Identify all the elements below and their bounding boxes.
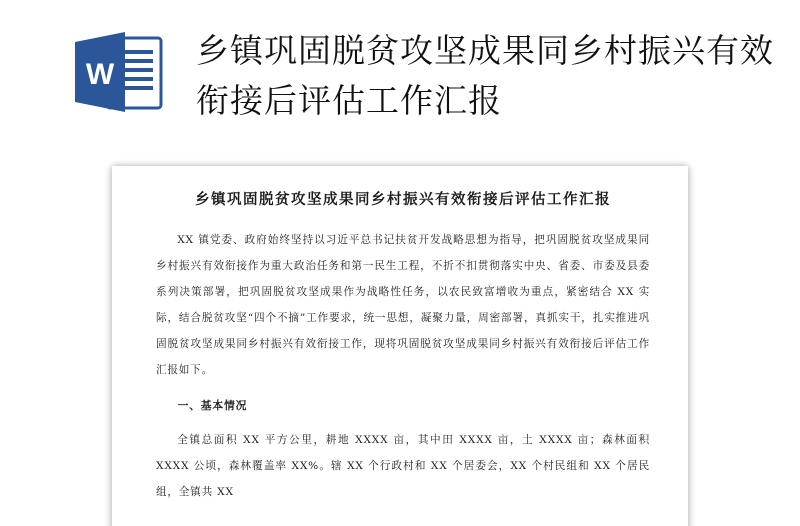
document-page (112, 166, 688, 526)
document-paragraph: XX 镇党委、政府始终坚持以习近平总书记扶贫开发战略思想为指导，把巩固脱贫攻坚成果同乡村振兴有效衔接作为重大政治任务和第一民生工程，不折不扣贯彻落实中央、省委、市委及县委系列决策部署，把巩固脱贫攻坚成果作为战略性任务，以农民致富增收为重点，紧密结合 XX 实际，结合脱贫攻坚“四个不摘”工作要求，统一思想，凝聚力量，周密部署，真抓实干，扎实推进巩固脱贫攻坚成果同乡村振兴有效衔接工作，现将巩固脱贫攻坚成果同乡村振兴有效衔接后评估工作汇报如下。 (156, 234, 650, 376)
word-icon (73, 30, 165, 114)
word-icon-letter: W (85, 58, 115, 91)
page-title: 乡镇巩固脱贫攻坚成果同乡村振兴有效衔接后评估工作汇报 (196, 31, 774, 120)
section-heading: 一、基本情况 (177, 399, 248, 412)
header (0, 0, 800, 150)
document-paragraph: 全镇总面积 XX 平方公里，耕地 XXXX 亩，其中田 XXXX 亩，土 XXXX 亩；森林面积 XXXX 公顷，森林覆盖率 XX%。辖 XX 个行政村和 XX 个居委会，XX 个村民组和 XX 个居民组，全镇共 XX (156, 434, 650, 498)
document-title: 乡镇巩固脱贫攻坚成果同乡村振兴有效衔接后评估工作汇报 (195, 191, 611, 208)
